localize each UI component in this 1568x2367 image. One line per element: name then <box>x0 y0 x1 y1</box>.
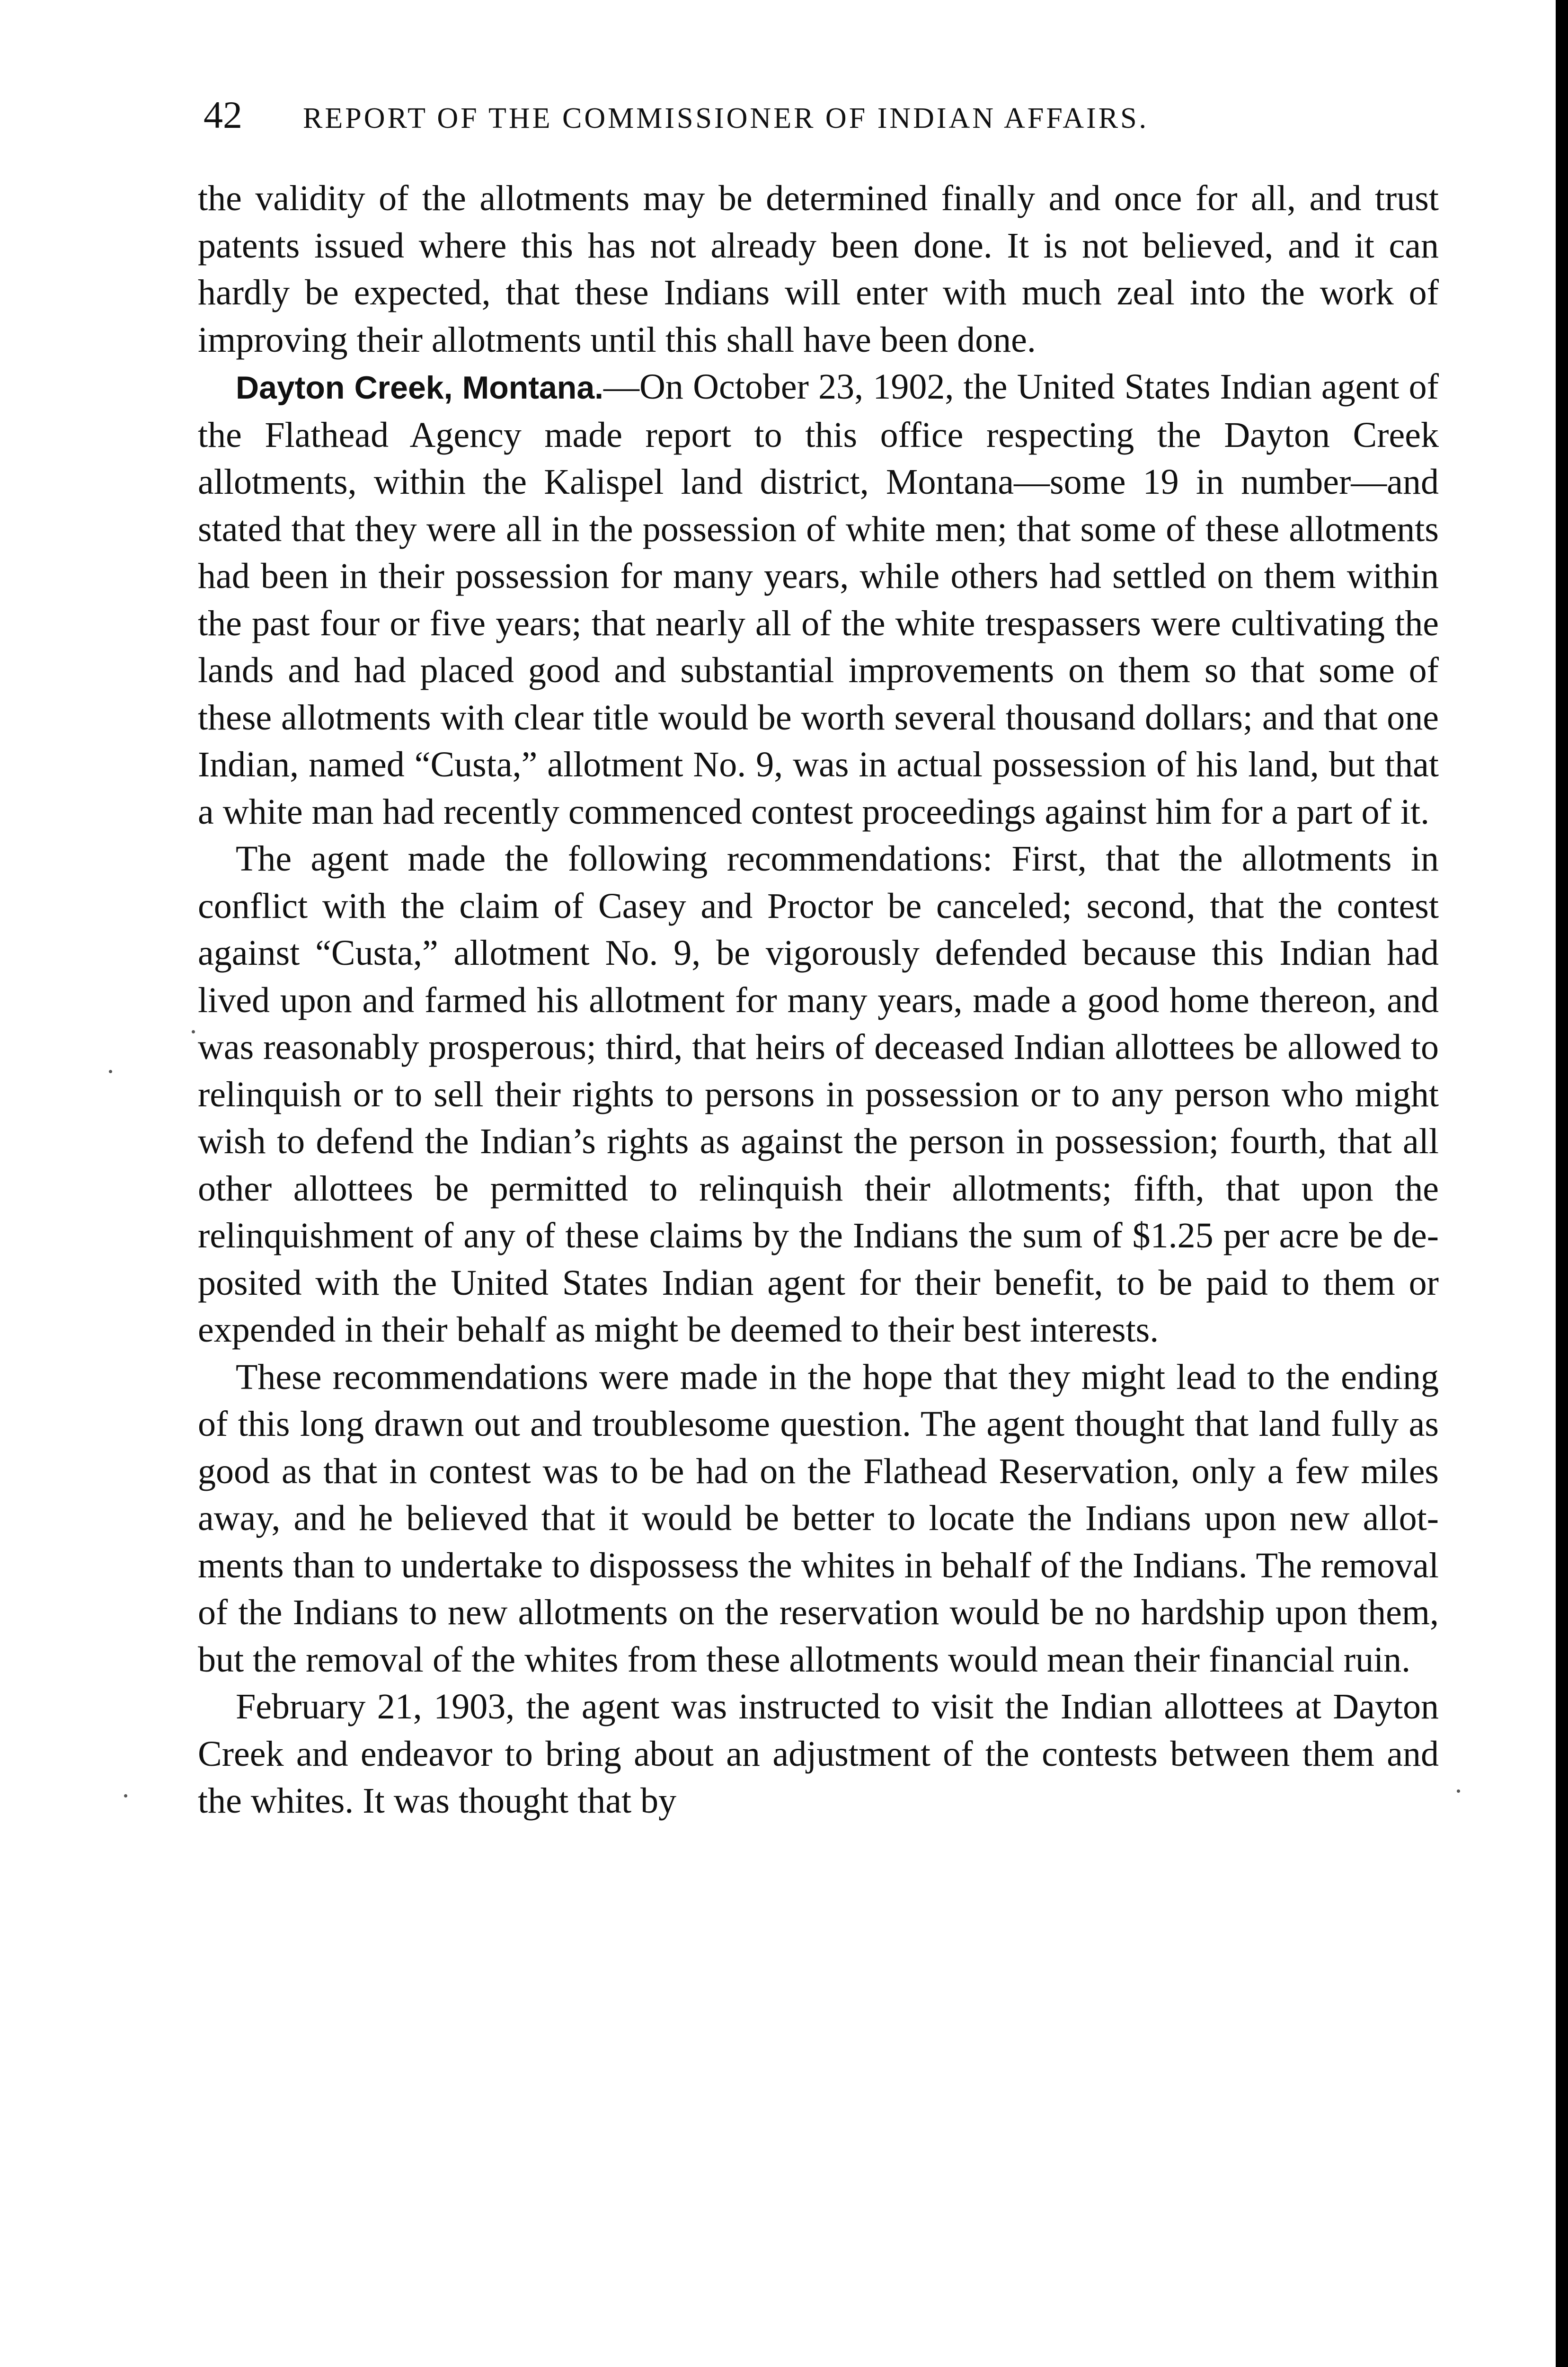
paragraph-text: These recommendations were made in the hope that they might lead to the ending of this long drawn out and troublesome question. The agent thought that land fully as good as that in contest was to be had on the Flathead Reservation, only a few miles away, and he believed that it would be better to locate the Indians upon new allotments than to undertake to dispossess the whites in behalf of the Indians. The removal of the Indians to new allotments on the reservation would be no hardship upon them, but the removal of the whites from these allotments would mean their financial ruin. <box>198 1357 1439 1680</box>
page-number: 42 <box>204 93 242 136</box>
scan-speck <box>1457 1789 1460 1793</box>
paragraph-continuation <box>198 175 1439 364</box>
paragraph-dayton-creek <box>198 364 1439 836</box>
running-head <box>204 93 1444 150</box>
paragraph-recommendations <box>198 836 1439 1354</box>
scan-speck <box>124 1794 127 1797</box>
section-run-in-heading: Dayton Creek, Montana. <box>236 370 604 406</box>
paragraph-text: The agent made the following recommendations: First, that the allotments in conflict with the claim of Casey and Proctor be canceled; second, that the contest against “Custa,” allotment No. 9, be vigorously defended because this Indian had lived upon and farmed his allotment for many years, made a good home thereon, and was reasonably prosperous; third, that heirs of deceased Indian allottees be allowed to relinquish or to sell their rights to persons in possession or to any person who might wish to defend the Indian’s rights as against the person in possession; fourth, that all other allottees be permitted to relinquish their allotments; fifth, that upon the relinquishment of any of these claims by the Indians the sum of $1.25 per acre be deposited with the United States Indian agent for their benefit, to be paid to them or expended in their behalf as might be deemed to their best interests. <box>198 839 1439 1350</box>
paragraph-text: the validity of the allotments may be determined finally and once for all, and trust patents issued where this has not already been done. It is not believed, and it can hardly be expected, that these Indians will enter with much zeal into the work of improving their allotments until this shall have been done. <box>198 178 1439 360</box>
scan-border-right <box>1556 0 1568 2367</box>
paragraph-text: February 21, 1903, the agent was instructed to visit the Indian allottees at Dayton Creek and endeavor to bring about an adjustment of the contests between them and the whites. It was thought that by <box>198 1687 1439 1821</box>
paragraph-text: —On October 23, 1902, the United States Indian agent of the Flathead Agency made report to this office respecting the Dayton Creek allotments, within the Kalispel land district, Montana—some 19 in number—and stated that they were all in the possession of white men; that some of these allotments had been in their possession for many years, while others had settled on them within the past four or five years; that nearly all of the white trespassers were cultivating the lands and had placed good and substantial improvements on them so that some of these allotments with clear title would be worth several thousand dollars; and that one Indian, named “Custa,” allotment No. 9, was in actual possession of his land, but that a white man had recently commenced contest proceedings against him for a part of it. <box>198 367 1439 832</box>
paragraph-instruction <box>198 1683 1439 1825</box>
paragraph-reasoning <box>198 1354 1439 1684</box>
body-text <box>198 175 1439 1825</box>
scan-speck <box>109 1070 112 1073</box>
scan-speck <box>192 1030 195 1033</box>
running-title: REPORT OF THE COMMISSIONER OF INDIAN AFFAIRS. <box>303 102 1149 134</box>
